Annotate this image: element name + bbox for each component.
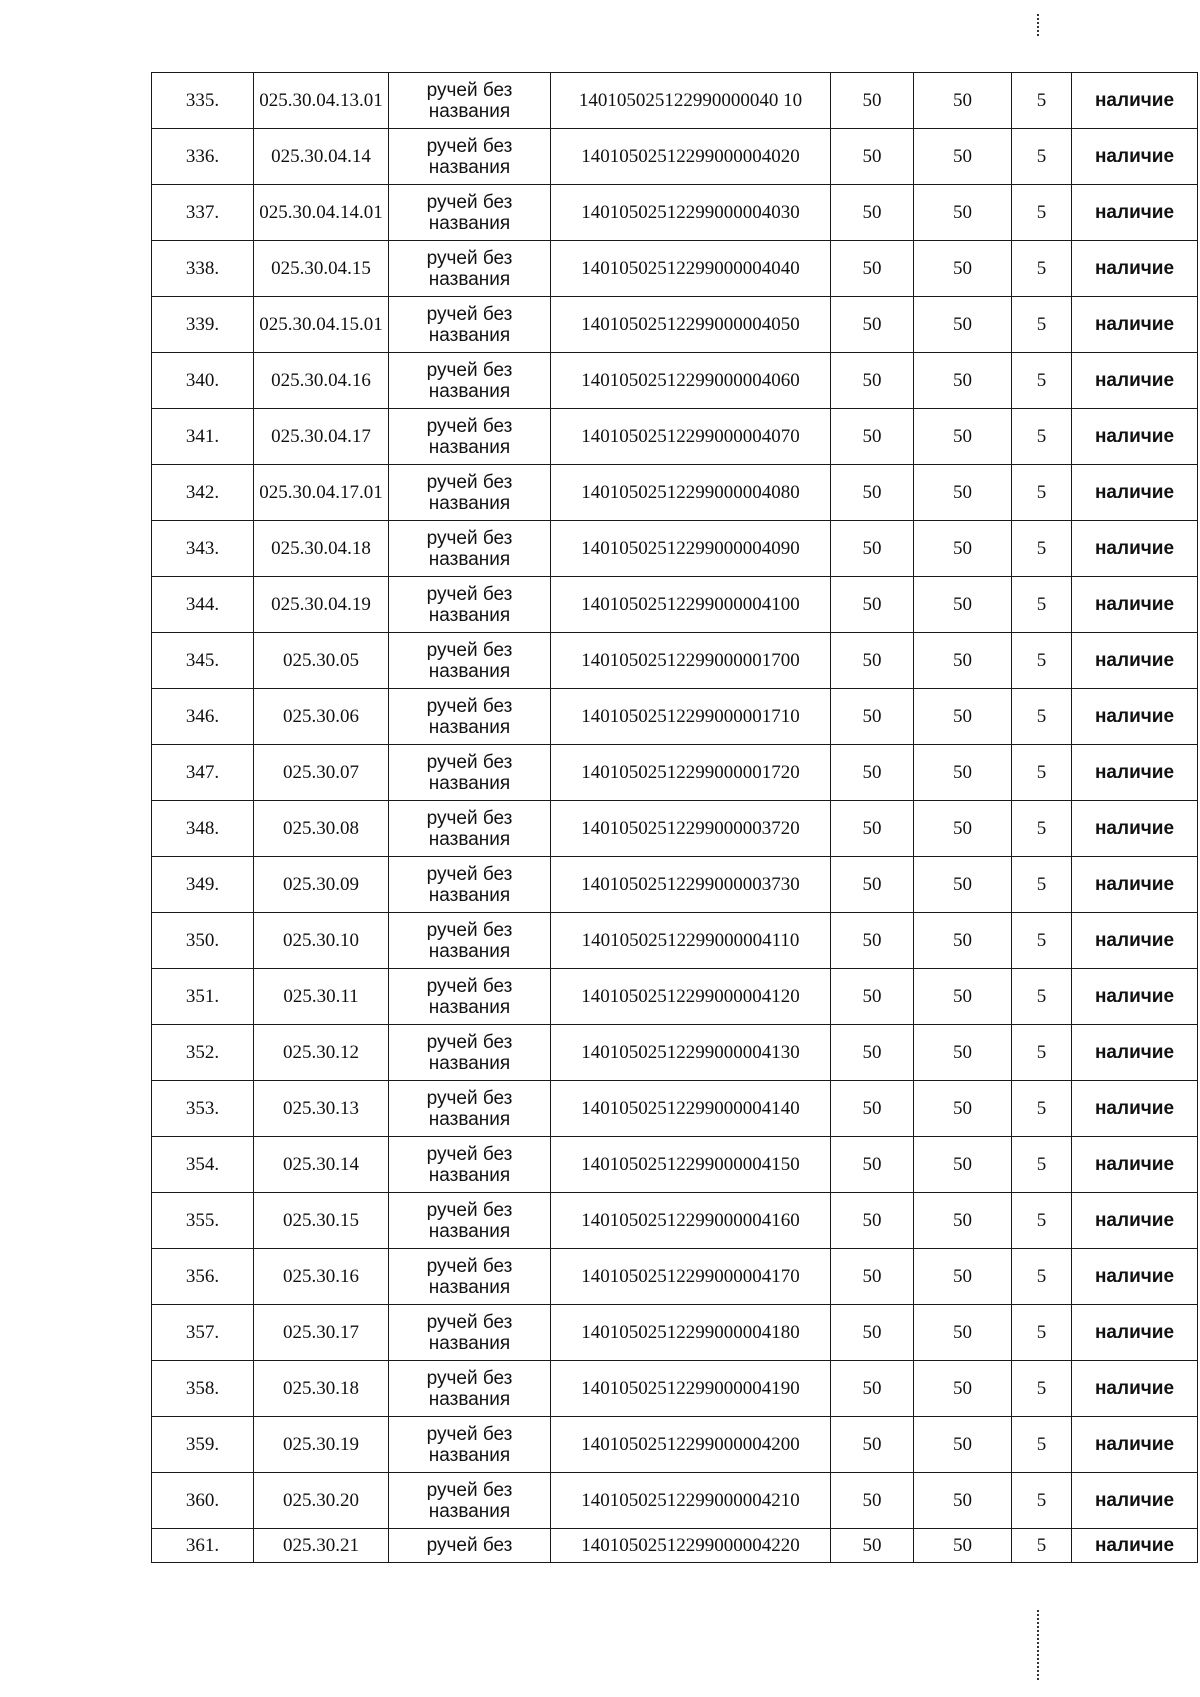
- value-a-cell: 50: [831, 633, 914, 689]
- row-number-cell: 338.: [152, 241, 254, 297]
- value-c-cell: 5: [1012, 129, 1072, 185]
- value-a-cell: 50: [831, 1305, 914, 1361]
- status-cell: наличие: [1072, 73, 1198, 129]
- value-b-cell: 50: [914, 297, 1012, 353]
- value-b-cell: 50: [914, 465, 1012, 521]
- row-number-cell: 351.: [152, 969, 254, 1025]
- value-b-cell: 50: [914, 241, 1012, 297]
- status-cell: наличие: [1072, 745, 1198, 801]
- water-body-name-cell: ручей без: [389, 1529, 551, 1563]
- value-c-cell: 5: [1012, 577, 1072, 633]
- row-number-cell: 341.: [152, 409, 254, 465]
- value-b-cell: 50: [914, 1137, 1012, 1193]
- water-body-name-cell: ручей без названия: [389, 745, 551, 801]
- water-body-code-cell: 025.30.13: [254, 1081, 389, 1137]
- table-row: [152, 1529, 1198, 1563]
- registry-id-cell: 14010502512299000004080: [551, 465, 831, 521]
- table-row: [152, 801, 1198, 857]
- value-a-cell: 50: [831, 1473, 914, 1529]
- status-cell: наличие: [1072, 1417, 1198, 1473]
- registry-id-cell: 14010502512299000004110: [551, 913, 831, 969]
- value-a-cell: 50: [831, 1417, 914, 1473]
- table-row: [152, 689, 1198, 745]
- registry-id-cell: 14010502512299000004210: [551, 1473, 831, 1529]
- value-a-cell: 50: [831, 1529, 914, 1563]
- value-a-cell: 50: [831, 409, 914, 465]
- water-body-code-cell: 025.30.05: [254, 633, 389, 689]
- status-cell: наличие: [1072, 913, 1198, 969]
- row-number-cell: 347.: [152, 745, 254, 801]
- row-number-cell: 356.: [152, 1249, 254, 1305]
- water-body-name-cell: ручей без названия: [389, 465, 551, 521]
- water-body-name-cell: ручей без названия: [389, 1081, 551, 1137]
- registry-id-cell: 14010502512299000004130: [551, 1025, 831, 1081]
- value-b-cell: 50: [914, 1025, 1012, 1081]
- row-number-cell: 355.: [152, 1193, 254, 1249]
- row-number-cell: 344.: [152, 577, 254, 633]
- value-a-cell: 50: [831, 1361, 914, 1417]
- value-b-cell: 50: [914, 1081, 1012, 1137]
- value-c-cell: 5: [1012, 969, 1072, 1025]
- value-b-cell: 50: [914, 913, 1012, 969]
- registry-id-cell: 14010502512299000004200: [551, 1417, 831, 1473]
- value-a-cell: 50: [831, 689, 914, 745]
- water-body-code-cell: 025.30.14: [254, 1137, 389, 1193]
- value-a-cell: 50: [831, 577, 914, 633]
- water-body-name-cell: ручей без названия: [389, 1417, 551, 1473]
- row-number-cell: 340.: [152, 353, 254, 409]
- status-cell: наличие: [1072, 1081, 1198, 1137]
- water-body-code-cell: 025.30.09: [254, 857, 389, 913]
- water-body-name-cell: ручей без названия: [389, 913, 551, 969]
- water-body-code-cell: 025.30.06: [254, 689, 389, 745]
- water-body-name-cell: ручей без названия: [389, 1193, 551, 1249]
- row-number-cell: 359.: [152, 1417, 254, 1473]
- value-c-cell: 5: [1012, 521, 1072, 577]
- scan-mark-top: [1037, 14, 1041, 36]
- registry-id-cell: 14010502512299000004140: [551, 1081, 831, 1137]
- row-number-cell: 342.: [152, 465, 254, 521]
- value-a-cell: 50: [831, 129, 914, 185]
- water-body-code-cell: 025.30.04.16: [254, 353, 389, 409]
- value-b-cell: 50: [914, 185, 1012, 241]
- value-c-cell: 5: [1012, 297, 1072, 353]
- registry-id-cell: 14010502512299000003730: [551, 857, 831, 913]
- water-body-code-cell: 025.30.18: [254, 1361, 389, 1417]
- table-row: [152, 73, 1198, 129]
- row-number-cell: 339.: [152, 297, 254, 353]
- value-b-cell: 50: [914, 353, 1012, 409]
- water-body-name-cell: ручей без названия: [389, 1473, 551, 1529]
- row-number-cell: 350.: [152, 913, 254, 969]
- table-row: [152, 745, 1198, 801]
- water-body-name-cell: ручей без названия: [389, 353, 551, 409]
- registry-id-cell: 14010502512299000004060: [551, 353, 831, 409]
- status-cell: наличие: [1072, 129, 1198, 185]
- value-c-cell: 5: [1012, 1137, 1072, 1193]
- water-body-code-cell: 025.30.11: [254, 969, 389, 1025]
- value-c-cell: 5: [1012, 353, 1072, 409]
- water-body-name-cell: ручей без названия: [389, 129, 551, 185]
- water-body-code-cell: 025.30.07: [254, 745, 389, 801]
- value-c-cell: 5: [1012, 1473, 1072, 1529]
- value-c-cell: 5: [1012, 185, 1072, 241]
- registry-id-cell: 14010502512299000004100: [551, 577, 831, 633]
- water-body-code-cell: 025.30.12: [254, 1025, 389, 1081]
- registry-id-cell: 14010502512299000003720: [551, 801, 831, 857]
- registry-id-cell: 14010502512299000004180: [551, 1305, 831, 1361]
- water-body-code-cell: 025.30.10: [254, 913, 389, 969]
- status-cell: наличие: [1072, 689, 1198, 745]
- register-table-body: [152, 73, 1198, 1563]
- value-a-cell: 50: [831, 241, 914, 297]
- status-cell: наличие: [1072, 185, 1198, 241]
- table-row: [152, 129, 1198, 185]
- table-row: [152, 185, 1198, 241]
- status-cell: наличие: [1072, 633, 1198, 689]
- water-body-name-cell: ручей без названия: [389, 1025, 551, 1081]
- row-number-cell: 343.: [152, 521, 254, 577]
- row-number-cell: 352.: [152, 1025, 254, 1081]
- value-a-cell: 50: [831, 1137, 914, 1193]
- registry-id-cell: 14010502512299000001710: [551, 689, 831, 745]
- water-body-code-cell: 025.30.04.15: [254, 241, 389, 297]
- register-table: [151, 72, 1198, 1563]
- registry-id-cell: 14010502512299000004050: [551, 297, 831, 353]
- water-body-name-cell: ручей без названия: [389, 577, 551, 633]
- registry-id-cell: 14010502512299000004160: [551, 1193, 831, 1249]
- water-body-name-cell: ручей без названия: [389, 297, 551, 353]
- table-row: [152, 1025, 1198, 1081]
- row-number-cell: 348.: [152, 801, 254, 857]
- value-b-cell: 50: [914, 1473, 1012, 1529]
- table-row: [152, 241, 1198, 297]
- registry-id-cell: 14010502512299000004090: [551, 521, 831, 577]
- water-body-name-cell: ручей без названия: [389, 73, 551, 129]
- table-row: [152, 913, 1198, 969]
- table-row: [152, 1417, 1198, 1473]
- status-cell: наличие: [1072, 1361, 1198, 1417]
- status-cell: наличие: [1072, 1529, 1198, 1563]
- value-c-cell: 5: [1012, 633, 1072, 689]
- water-body-name-cell: ручей без названия: [389, 409, 551, 465]
- registry-id-cell: 14010502512299000001720: [551, 745, 831, 801]
- value-a-cell: 50: [831, 801, 914, 857]
- value-b-cell: 50: [914, 745, 1012, 801]
- value-c-cell: 5: [1012, 1249, 1072, 1305]
- value-b-cell: 50: [914, 801, 1012, 857]
- water-body-code-cell: 025.30.04.13.01: [254, 73, 389, 129]
- status-cell: наличие: [1072, 969, 1198, 1025]
- water-body-name-cell: ручей без названия: [389, 1249, 551, 1305]
- water-body-code-cell: 025.30.20: [254, 1473, 389, 1529]
- row-number-cell: 336.: [152, 129, 254, 185]
- scan-mark-bottom: [1037, 1610, 1041, 1680]
- value-c-cell: 5: [1012, 801, 1072, 857]
- value-b-cell: 50: [914, 969, 1012, 1025]
- value-b-cell: 50: [914, 1529, 1012, 1563]
- value-a-cell: 50: [831, 521, 914, 577]
- value-a-cell: 50: [831, 73, 914, 129]
- table-row: [152, 297, 1198, 353]
- value-b-cell: 50: [914, 1417, 1012, 1473]
- value-b-cell: 50: [914, 577, 1012, 633]
- row-number-cell: 346.: [152, 689, 254, 745]
- value-b-cell: 50: [914, 633, 1012, 689]
- table-row: [152, 1193, 1198, 1249]
- row-number-cell: 361.: [152, 1529, 254, 1563]
- water-body-name-cell: ручей без названия: [389, 689, 551, 745]
- registry-id-cell: 14010502512299000004150: [551, 1137, 831, 1193]
- water-body-code-cell: 025.30.04.14.01: [254, 185, 389, 241]
- water-body-code-cell: 025.30.21: [254, 1529, 389, 1563]
- status-cell: наличие: [1072, 353, 1198, 409]
- value-a-cell: 50: [831, 185, 914, 241]
- water-body-name-cell: ручей без названия: [389, 1305, 551, 1361]
- table-row: [152, 465, 1198, 521]
- row-number-cell: 337.: [152, 185, 254, 241]
- status-cell: наличие: [1072, 297, 1198, 353]
- table-row: [152, 1249, 1198, 1305]
- status-cell: наличие: [1072, 409, 1198, 465]
- table-row: [152, 1305, 1198, 1361]
- water-body-code-cell: 025.30.04.15.01: [254, 297, 389, 353]
- row-number-cell: 354.: [152, 1137, 254, 1193]
- table-row: [152, 857, 1198, 913]
- water-body-name-cell: ручей без названия: [389, 1137, 551, 1193]
- value-b-cell: 50: [914, 521, 1012, 577]
- status-cell: наличие: [1072, 1305, 1198, 1361]
- value-b-cell: 50: [914, 1305, 1012, 1361]
- value-a-cell: 50: [831, 297, 914, 353]
- water-body-name-cell: ручей без названия: [389, 1361, 551, 1417]
- row-number-cell: 335.: [152, 73, 254, 129]
- water-body-code-cell: 025.30.04.17.01: [254, 465, 389, 521]
- value-c-cell: 5: [1012, 1193, 1072, 1249]
- registry-id-cell: 14010502512299000004020: [551, 129, 831, 185]
- value-a-cell: 50: [831, 353, 914, 409]
- water-body-name-cell: ручей без названия: [389, 633, 551, 689]
- row-number-cell: 358.: [152, 1361, 254, 1417]
- registry-id-cell: 14010502512299000004030: [551, 185, 831, 241]
- value-a-cell: 50: [831, 465, 914, 521]
- value-c-cell: 5: [1012, 1417, 1072, 1473]
- value-a-cell: 50: [831, 913, 914, 969]
- table-row: [152, 633, 1198, 689]
- status-cell: наличие: [1072, 241, 1198, 297]
- value-c-cell: 5: [1012, 1081, 1072, 1137]
- water-body-code-cell: 025.30.08: [254, 801, 389, 857]
- table-row: [152, 409, 1198, 465]
- value-c-cell: 5: [1012, 1305, 1072, 1361]
- water-body-code-cell: 025.30.19: [254, 1417, 389, 1473]
- value-a-cell: 50: [831, 1025, 914, 1081]
- status-cell: наличие: [1072, 1025, 1198, 1081]
- registry-id-cell: 14010502512299000004120: [551, 969, 831, 1025]
- registry-id-cell: 14010502512299000004040: [551, 241, 831, 297]
- value-a-cell: 50: [831, 1249, 914, 1305]
- registry-id-cell: 14010502512299000004070: [551, 409, 831, 465]
- status-cell: наличие: [1072, 521, 1198, 577]
- row-number-cell: 357.: [152, 1305, 254, 1361]
- water-body-code-cell: 025.30.04.18: [254, 521, 389, 577]
- value-a-cell: 50: [831, 745, 914, 801]
- water-body-name-cell: ручей без названия: [389, 185, 551, 241]
- status-cell: наличие: [1072, 801, 1198, 857]
- water-body-name-cell: ручей без названия: [389, 969, 551, 1025]
- table-row: [152, 1137, 1198, 1193]
- row-number-cell: 360.: [152, 1473, 254, 1529]
- value-c-cell: 5: [1012, 913, 1072, 969]
- table-row: [152, 577, 1198, 633]
- value-c-cell: 5: [1012, 1529, 1072, 1563]
- value-c-cell: 5: [1012, 241, 1072, 297]
- row-number-cell: 349.: [152, 857, 254, 913]
- table-row: [152, 1081, 1198, 1137]
- water-body-code-cell: 025.30.17: [254, 1305, 389, 1361]
- water-body-name-cell: ручей без названия: [389, 801, 551, 857]
- registry-id-cell: 14010502512299000004220: [551, 1529, 831, 1563]
- value-a-cell: 50: [831, 969, 914, 1025]
- table-row: [152, 521, 1198, 577]
- row-number-cell: 345.: [152, 633, 254, 689]
- table-row: [152, 353, 1198, 409]
- water-body-code-cell: 025.30.16: [254, 1249, 389, 1305]
- value-c-cell: 5: [1012, 1025, 1072, 1081]
- value-c-cell: 5: [1012, 465, 1072, 521]
- value-c-cell: 5: [1012, 409, 1072, 465]
- status-cell: наличие: [1072, 1137, 1198, 1193]
- value-b-cell: 50: [914, 1249, 1012, 1305]
- status-cell: наличие: [1072, 1249, 1198, 1305]
- value-b-cell: 50: [914, 1361, 1012, 1417]
- registry-id-cell: 14010502512299000004170: [551, 1249, 831, 1305]
- status-cell: наличие: [1072, 577, 1198, 633]
- value-a-cell: 50: [831, 1081, 914, 1137]
- registry-id-cell: 14010502512299000004190: [551, 1361, 831, 1417]
- value-b-cell: 50: [914, 129, 1012, 185]
- value-b-cell: 50: [914, 689, 1012, 745]
- status-cell: наличие: [1072, 1193, 1198, 1249]
- value-c-cell: 5: [1012, 1361, 1072, 1417]
- value-b-cell: 50: [914, 73, 1012, 129]
- water-body-code-cell: 025.30.04.19: [254, 577, 389, 633]
- registry-id-cell: 140105025122990000040 10: [551, 73, 831, 129]
- water-body-code-cell: 025.30.04.14: [254, 129, 389, 185]
- status-cell: наличие: [1072, 465, 1198, 521]
- value-b-cell: 50: [914, 857, 1012, 913]
- value-a-cell: 50: [831, 1193, 914, 1249]
- value-b-cell: 50: [914, 1193, 1012, 1249]
- registry-id-cell: 14010502512299000001700: [551, 633, 831, 689]
- status-cell: наличие: [1072, 1473, 1198, 1529]
- value-c-cell: 5: [1012, 857, 1072, 913]
- value-c-cell: 5: [1012, 689, 1072, 745]
- status-cell: наличие: [1072, 857, 1198, 913]
- value-a-cell: 50: [831, 857, 914, 913]
- row-number-cell: 353.: [152, 1081, 254, 1137]
- water-body-code-cell: 025.30.15: [254, 1193, 389, 1249]
- value-c-cell: 5: [1012, 745, 1072, 801]
- water-body-name-cell: ручей без названия: [389, 521, 551, 577]
- value-b-cell: 50: [914, 409, 1012, 465]
- water-body-code-cell: 025.30.04.17: [254, 409, 389, 465]
- table-row: [152, 969, 1198, 1025]
- table-row: [152, 1361, 1198, 1417]
- water-body-name-cell: ручей без названия: [389, 857, 551, 913]
- table-row: [152, 1473, 1198, 1529]
- value-c-cell: 5: [1012, 73, 1072, 129]
- water-body-name-cell: ручей без названия: [389, 241, 551, 297]
